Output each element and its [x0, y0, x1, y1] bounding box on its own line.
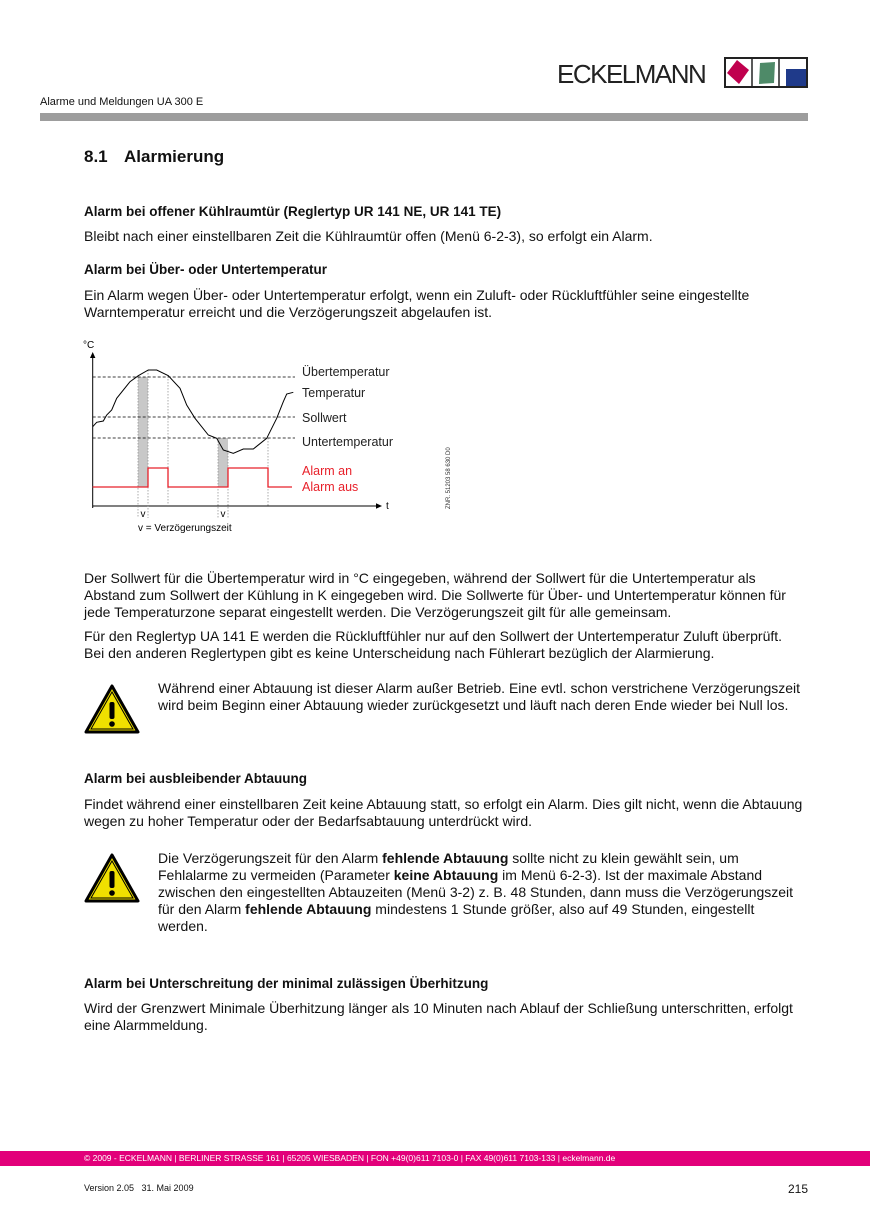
logo-squares-icon: [724, 57, 808, 89]
delay-label-2: v: [220, 509, 226, 520]
section-number: 8.1: [84, 147, 108, 166]
drawing-reference: ZNR. 51203 58 630 D0: [446, 447, 452, 509]
label-setpoint: Sollwert: [302, 411, 347, 425]
marker-lines: [138, 370, 268, 518]
x-axis-arrow-icon: [376, 503, 382, 508]
y-axis-arrow-icon: [90, 352, 95, 358]
section-heading: [84, 147, 224, 167]
running-title: Alarme und Meldungen UA 300 E: [40, 96, 204, 108]
param-name: fehlende Abtauung: [382, 850, 509, 866]
logo-text: ECKELMANN: [557, 59, 706, 89]
delay-legend: v = Verzögerungszeit: [138, 523, 232, 534]
defrost-alarm-heading: Alarm bei ausbleibender Abtauung: [84, 771, 308, 786]
controller-type-text: Für den Reglertyp UA 141 E werden die Rückluftfühler nur auf den Sollwert der Untertemperatur Zuluft überprüft. Bei den anderen Reglertypen gibt es keine Unterscheidung nach Fühlerart bezüglich der Alarmierung.: [84, 628, 783, 661]
superheat-alarm-text: Wird der Grenzwert Minimale Überhitzung länger als 10 Minuten nach Ablauf der Schließung unterschritten, erfolgt eine Alarmmeldung.: [84, 1000, 793, 1033]
section-title: Alarmierung: [124, 147, 225, 166]
company-info: © 2009 - ECKELMANN | BERLINER STRASSE 161 | 65205 WIESBADEN | FON +49(0)611 7103-0 | FAX 49(0)611 7103-133 | eckelmann.de: [84, 1153, 616, 1163]
version-info: Version 2.05 31. Mai 2009: [84, 1183, 194, 1193]
footer-bar: [0, 1151, 870, 1166]
temp-alarm-heading: Alarm bei Über- oder Untertemperatur: [84, 262, 328, 277]
delay-band-2: [218, 438, 228, 487]
missing-defrost-warning-text: [158, 850, 804, 935]
text: mindestens 1 Stunde größer, also auf 49 Stunden, eingestellt werden.: [158, 901, 755, 934]
delay-label-1: v: [140, 509, 146, 520]
door-alarm-heading: Alarm bei offener Kühlraumtür (Reglertyp UR 141 NE, UR 141 TE): [84, 204, 502, 219]
label-over-temp: Übertemperatur: [302, 365, 390, 379]
delay-band-1: [138, 377, 148, 487]
label-alarm-on: Alarm an: [302, 464, 353, 478]
setpoint-text: Der Sollwert für die Übertemperatur wird in °C eingegeben, während der Sollwert für die Untertemperatur als Abstand zum Sollwert der Kühlung in K eingegeben wird. Die Sollwerte für Über- und Untertemperatur können für jede Temperaturzone separat eingestellt werden. Die Verzögerungszeit gilt für alle gemeinsam.: [84, 570, 786, 620]
param-name: keine Abtauung: [393, 867, 499, 883]
temperature-alarm-diagram: [80, 335, 460, 535]
door-alarm-text: Bleibt nach einer einstellbaren Zeit die Kühlraumtür offen (Menü 6-2-3), so erfolgt ein Alarm.: [84, 228, 653, 244]
defrost-warning-text: Während einer Abtauung ist dieser Alarm außer Betrieb. Eine evtl. schon verstrichene Verzögerungszeit wird beim Beginn einer Abtauung wieder zurückgesetzt und läuft nach deren Ende wieder bei Null los.: [158, 680, 801, 713]
x-unit-label: t: [386, 501, 389, 512]
alarm-signal: [93, 468, 292, 487]
param-name: fehlende Abtauung: [245, 901, 372, 917]
defrost-alarm-text: Findet während einer einstellbaren Zeit keine Abtauung statt, so erfolgt ein Alarm. Dies gilt nicht, wenn die Abtauung wegen zu hoher Temperatur oder der Bedarfsabtauung unterdrückt wird.: [84, 796, 803, 829]
temperature-curve: [93, 370, 294, 453]
label-alarm-off: Alarm aus: [302, 480, 359, 494]
label-temperature: Temperatur: [302, 386, 366, 400]
text: Die Verzögerungszeit für den Alarm: [158, 850, 383, 866]
header-divider: [40, 113, 808, 121]
y-unit-label: °C: [83, 340, 95, 351]
superheat-alarm-heading: Alarm bei Unterschreitung der minimal zulässigen Überhitzung: [84, 976, 489, 991]
label-under-temp: Untertemperatur: [302, 435, 394, 449]
warning-icon: [84, 684, 140, 734]
warning-icon: [84, 853, 140, 903]
text: im Menü 6-2-3). Ist der maximale Abstand zwischen den eingestellten Abtauzeiten (Menü 3-2) z. B. 48 Stunden, dann muss die Verzögerungszeit für den Alarm: [158, 867, 794, 917]
page-number: 215: [788, 1182, 809, 1196]
temp-alarm-text: Ein Alarm wegen Über- oder Untertemperatur erfolgt, wenn ein Zuluft- oder Rückluftfühler seine eingestellte Warntemperatur erreicht und die Verzögerungszeit abgelaufen ist.: [84, 287, 750, 320]
text: sollte nicht zu klein gewählt sein, um Fehlalarme zu vermeiden (Parameter: [158, 850, 739, 883]
